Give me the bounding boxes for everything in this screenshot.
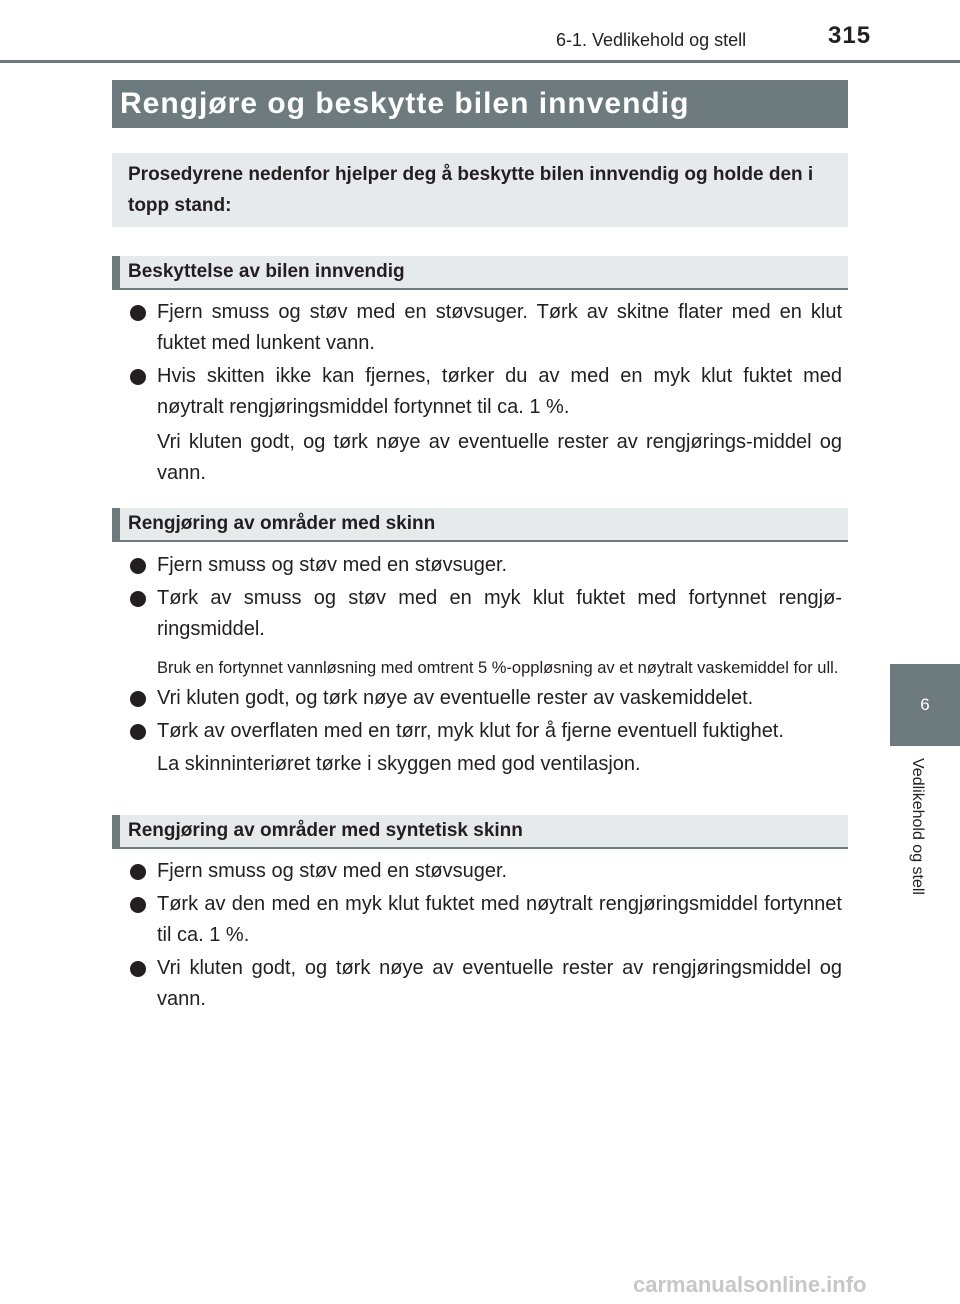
section-heading-interior	[112, 256, 848, 290]
section-heading-text: Beskyttelse av bilen innvendig	[128, 261, 405, 282]
note-text: Bruk en fortynnet vannløsning med omtrent 5 %-oppløsning av et nøytralt vaskemiddel for ull.	[157, 659, 839, 677]
intro-text: Prosedyrene nedenfor hjelper deg å beskytte bilen innvendig og holde den i topp stand:	[128, 164, 814, 216]
paragraph: La skinninteriøret tørke i skyggen med god ventilasjon.	[157, 753, 641, 775]
bullet-icon	[130, 961, 146, 977]
bullet-icon	[130, 558, 146, 574]
page-title	[112, 80, 848, 128]
page-title-text: Rengjøre og beskytte bilen innvendig	[120, 87, 690, 120]
list-item-text: Fjern smuss og støv med en støvsuger. Tørk av skitne flater med en klut fuktet med lunkent vann.	[157, 301, 842, 354]
bullet-icon	[130, 897, 146, 913]
list-item	[128, 583, 842, 645]
bullet-icon	[130, 591, 146, 607]
section-heading-synthetic-leather	[112, 815, 848, 849]
list-item	[128, 550, 842, 581]
section-body-leather	[128, 550, 842, 780]
header-section-title: 6-1. Vedlikehold og stell	[556, 30, 747, 50]
list-item	[128, 297, 842, 359]
header-divider	[0, 60, 960, 63]
list-item-text: Vri kluten godt, og tørk nøye av eventuelle rester av rengjøringsmiddel og vann.	[157, 957, 842, 1010]
list-item	[128, 716, 842, 747]
list-item-text: Fjern smuss og støv med en støvsuger.	[157, 554, 508, 576]
section-body-synthetic-leather	[128, 856, 842, 1017]
bullet-icon	[130, 369, 146, 385]
list-item	[128, 683, 842, 714]
bullet-icon	[130, 724, 146, 740]
list-item	[128, 856, 842, 887]
section-heading-leather	[112, 508, 848, 542]
list-item-text: Tørk av den med en myk klut fuktet med nøytralt rengjøringsmiddel fortynnet til ca. 1 %.	[157, 893, 842, 946]
bullet-icon	[130, 864, 146, 880]
list-item-text: Tørk av smuss og støv med en myk klut fuktet med fortynnet rengjø-ringsmiddel.	[157, 587, 842, 640]
chapter-label: Vedlikehold og stell	[909, 758, 926, 895]
bullet-icon	[130, 305, 146, 321]
section-body-interior	[128, 297, 842, 489]
intro-box	[112, 153, 848, 227]
list-item-text: Hvis skitten ikke kan fjernes, tørker du av med en myk klut fuktet med nøytralt rengjøringsmiddel fortynnet til ca. 1 %.	[157, 365, 842, 418]
bullet-icon	[130, 691, 146, 707]
page-number: 315	[828, 22, 872, 49]
list-item	[128, 889, 842, 951]
section-heading-text: Rengjøring av områder med syntetisk skinn	[128, 820, 523, 841]
chapter-number: 6	[920, 695, 930, 714]
list-item-text: Fjern smuss og støv med en støvsuger.	[157, 860, 508, 882]
list-item	[128, 361, 842, 423]
section-heading-text: Rengjøring av områder med skinn	[128, 513, 436, 534]
paragraph: Vri kluten godt, og tørk nøye av eventuelle rester av rengjørings-middel og vann.	[157, 431, 842, 484]
watermark: carmanualsonline.info	[633, 1272, 867, 1297]
list-item-text: Vri kluten godt, og tørk nøye av eventuelle rester av vaskemiddelet.	[157, 687, 754, 709]
list-item-text: Tørk av overflaten med en tørr, myk klut for å fjerne eventuell fuktighet.	[157, 720, 784, 742]
list-item	[128, 953, 842, 1015]
chapter-tab	[890, 664, 960, 746]
